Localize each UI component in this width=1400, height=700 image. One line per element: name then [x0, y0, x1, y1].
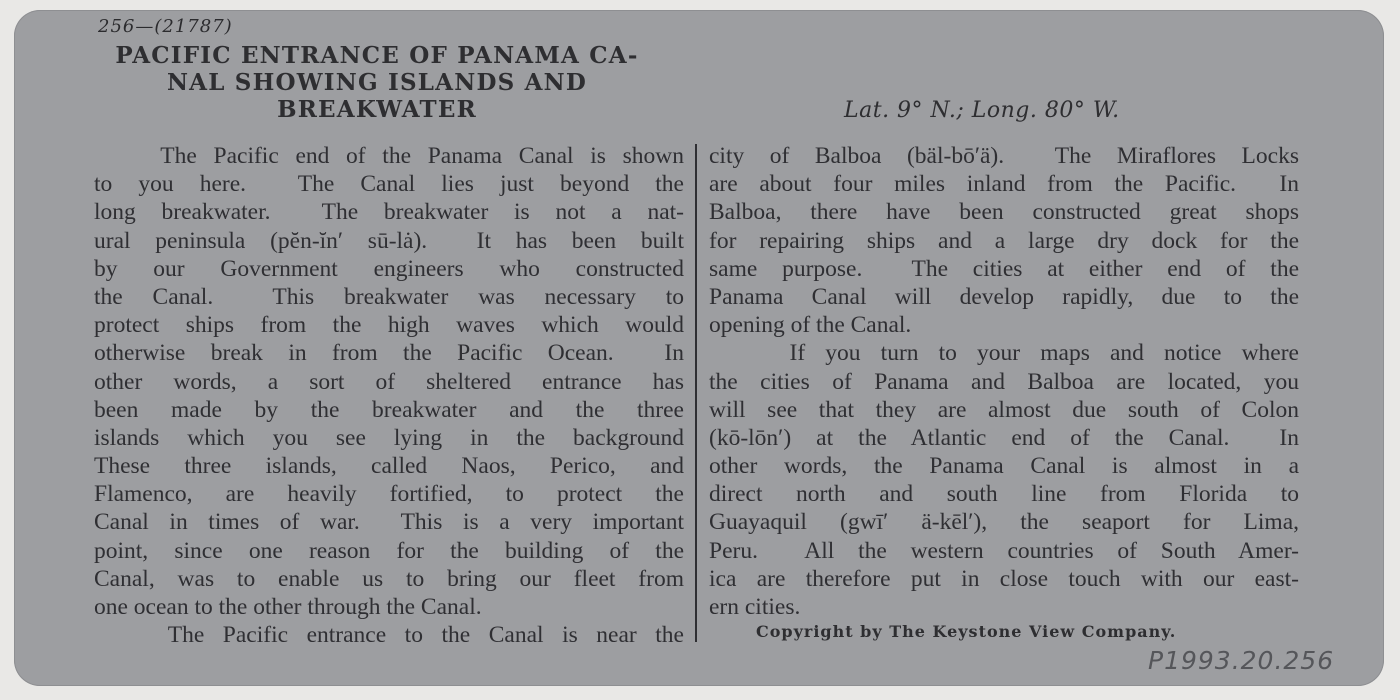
copyright-notice: Copyright by The Keystone View Company.	[756, 622, 1177, 641]
text-line: The Pacific end of the Panama Canal is shown	[94, 143, 684, 169]
text-line: city of Balboa (bäl-bō′ä). The Miraflores Locks	[709, 143, 1299, 169]
column-divider	[695, 144, 697, 642]
text-line: for repairing ships and a large dry dock for the	[709, 227, 1299, 254]
text-line: Canal in times of war. This is a very important	[94, 509, 684, 536]
text-line: long breakwater. The breakwater is not a nat-	[94, 199, 684, 226]
text-line: will see that they are almost due south of Colon	[709, 396, 1299, 423]
text-line: point, since one reason for the building of the	[94, 537, 684, 564]
title-line: PACIFIC ENTRANCE OF PANAMA CA-	[115, 42, 639, 69]
text-line: Balboa, there have been constructed great shops	[709, 199, 1299, 226]
text-line: one ocean to the other through the Canal.	[94, 594, 482, 620]
text-line: Peru. All the western countries of South Amer-	[709, 537, 1299, 564]
text-line: same purpose. The cities at either end of the	[709, 255, 1299, 282]
text-line: islands which you see lying in the background	[94, 424, 684, 451]
text-line: Canal, was to enable us to bring our fleet from	[94, 565, 684, 592]
text-line: ural peninsula (pĕn-ĭn′ sū-lȧ). It has been built	[94, 227, 684, 254]
text-line: been made by the breakwater and the three	[94, 396, 684, 423]
coordinates: Lat. 9° N.; Long. 80° W.	[844, 98, 1120, 123]
right-text-column	[709, 142, 1299, 621]
title-line: NAL SHOWING ISLANDS AND	[166, 69, 588, 96]
catalog-number: 256—(21787)	[98, 16, 233, 37]
text-line: Guayaquil (gwī′ ä-kēl′), the seaport for Lima,	[709, 509, 1299, 536]
text-line: direct north and south line from Florida to	[709, 481, 1299, 508]
card-title	[92, 42, 662, 123]
text-line: ica are therefore put in close touch with our east-	[709, 565, 1299, 592]
text-line: Panama Canal will develop rapidly, due to the	[709, 283, 1299, 310]
text-line: opening of the Canal.	[709, 312, 912, 339]
text-line: The Pacific entrance to the Canal is near the	[94, 622, 684, 649]
text-line: the cities of Panama and Balboa are located, you	[709, 368, 1299, 395]
text-line: Flamenco, are heavily fortified, to protect the	[94, 481, 684, 508]
text-line: other words, the Panama Canal is almost in a	[709, 453, 1299, 480]
text-line: the Canal. This breakwater was necessary to	[94, 283, 684, 310]
text-line: protect ships from the high waves which would	[94, 312, 684, 339]
title-line: BREAKWATER	[277, 96, 477, 123]
text-line: These three islands, called Naos, Perico, and	[94, 453, 684, 480]
text-line: If you turn to your maps and notice where	[709, 340, 1299, 367]
text-line: to you here. The Canal lies just beyond the	[94, 171, 684, 198]
text-line: (kō-lōn′) at the Atlantic end of the Canal. In	[709, 424, 1299, 451]
accession-number: P1993.20.256	[1148, 646, 1335, 675]
left-text-column	[94, 142, 684, 649]
text-line: other words, a sort of sheltered entrance has	[94, 368, 684, 395]
text-line: by our Government engineers who constructed	[94, 255, 684, 282]
text-line: otherwise break in from the Pacific Ocean. In	[94, 340, 684, 367]
text-line: ern cities.	[709, 594, 801, 620]
text-line: are about four miles inland from the Pacific. In	[709, 171, 1299, 198]
